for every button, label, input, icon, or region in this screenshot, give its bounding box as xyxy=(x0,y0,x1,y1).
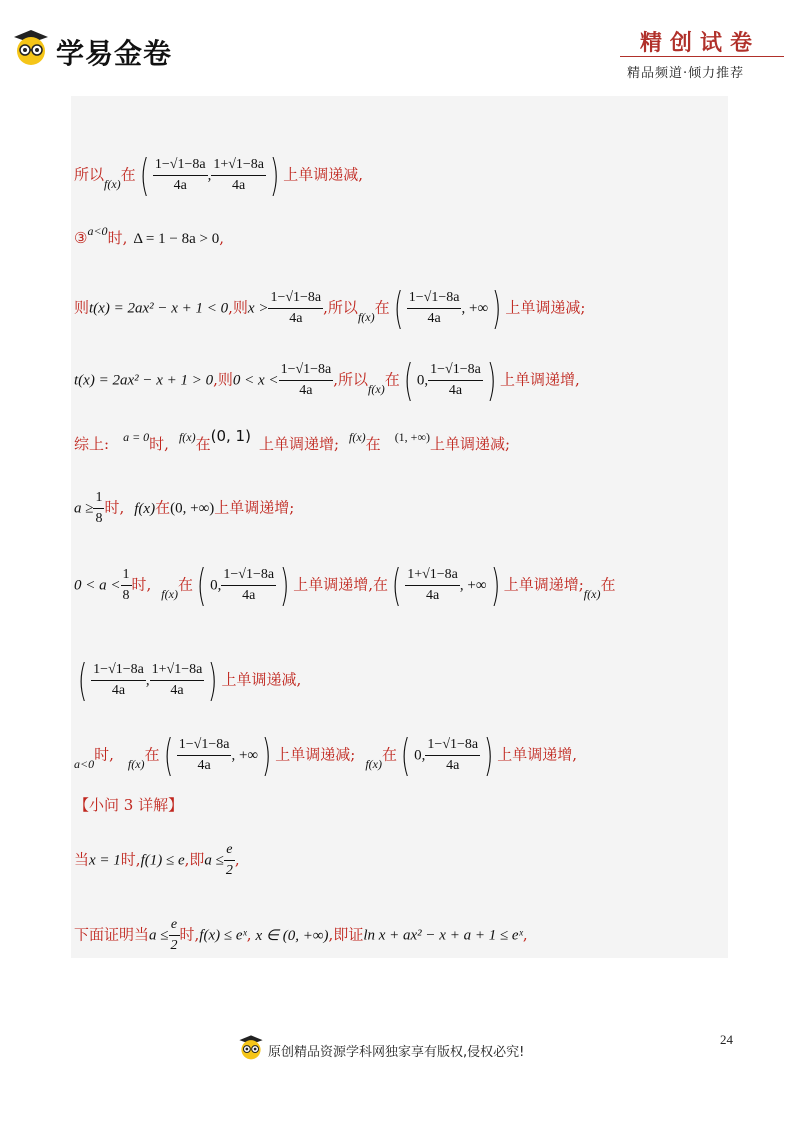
math-fx: f(x) xyxy=(349,430,366,444)
fraction: $\frac{1+√1-8a}{4a}$ xyxy=(407,567,458,603)
text: 则 xyxy=(74,298,90,317)
fraction: $\frac{1-√1-8a}{4a}$ xyxy=(408,290,460,326)
copyright-text: 原创精品资源学科网独家享有版权,侵权必究! xyxy=(268,1045,525,1060)
text: 时, xyxy=(131,575,152,594)
text: ,则 xyxy=(213,370,233,389)
fraction: $\frac{1-√1-8a}{4a}$ xyxy=(280,362,332,398)
text: 在 xyxy=(384,370,400,389)
text: 在 xyxy=(381,745,397,764)
math-expr: 0, xyxy=(414,747,426,764)
math-expr: ln x + ax² − x + a + 1 ≤ eˣ xyxy=(363,927,523,944)
line-11 xyxy=(74,840,240,881)
text: 在 xyxy=(365,435,381,453)
text: 上单调递减, xyxy=(283,165,363,184)
text: ,所以 xyxy=(323,298,358,317)
text: 上单调递增; xyxy=(258,435,340,453)
logo-mascot-icon xyxy=(12,28,50,66)
math-expr: Δ = 1 − 8a > 0 xyxy=(133,231,220,247)
text: 时, xyxy=(179,925,200,944)
text: 在 xyxy=(374,298,390,317)
fraction: $\frac{1-√1-8a}{4a}$ xyxy=(270,290,322,326)
text: 上单调递减, xyxy=(221,670,302,689)
line-1: 所以$_{f(x)}$在( $\frac{1-√1-8a}{4a}$ , $\frac{1+√1-8a}{4a}$ ) 上单调递减, xyxy=(74,149,363,201)
math-fx: f(x) xyxy=(357,309,375,324)
math-expr: f(x) ≤ eˣ xyxy=(199,927,247,944)
math-expr: x = 1 xyxy=(89,852,121,869)
page-number: 24 xyxy=(720,1032,733,1047)
text: ,所以 xyxy=(333,370,369,389)
logo-text: 学易金卷 xyxy=(56,37,173,70)
text: 时, xyxy=(107,229,128,247)
math-expr: 0 < x < xyxy=(232,372,279,389)
text: 下面证明当 xyxy=(74,925,150,944)
text: 在 xyxy=(195,435,211,453)
text: 当 xyxy=(74,850,90,869)
text: 上单调递增,在 xyxy=(293,575,389,594)
brand-divider xyxy=(620,56,784,57)
math-expr: x > xyxy=(247,300,269,317)
text: 上单调递增; xyxy=(214,498,295,517)
text: ③ xyxy=(74,229,88,247)
math-interval: (0, +∞) xyxy=(170,500,215,517)
fraction: $\frac{1-√1-8a}{4a}$ xyxy=(178,737,230,773)
text: 上单调递增; xyxy=(503,575,584,594)
math-expr: , +∞ xyxy=(459,577,487,594)
text: , xyxy=(522,925,528,944)
text: 时, xyxy=(94,745,114,764)
math-fx: f(x) xyxy=(161,586,178,601)
fraction: $\frac{1-√1-8a}{4a}$ xyxy=(430,362,481,398)
text: ,则 xyxy=(228,298,248,317)
math-expr: a ≤ xyxy=(204,852,224,869)
text: 时, xyxy=(104,498,125,517)
math-expr: 0, xyxy=(416,372,429,389)
math-interval: (1, +∞) xyxy=(394,430,431,444)
text: 上单调递减; xyxy=(430,435,511,453)
fraction: $\frac{e}{2}$ xyxy=(170,917,178,953)
text: 上单调递增, xyxy=(497,745,578,764)
text: 上单调递减; xyxy=(505,298,586,317)
text: 上单调递增, xyxy=(500,370,580,389)
math-fx: f(x) xyxy=(583,586,601,601)
line-12 xyxy=(74,915,528,956)
text: 在 xyxy=(155,498,171,517)
fraction: $\frac{1-√1-8a}{4a}$ xyxy=(223,567,275,603)
fraction: $\frac{1}{8}$ xyxy=(95,490,103,526)
text: 时, xyxy=(120,850,141,869)
text: 所以 xyxy=(74,165,105,184)
text: ,即证 xyxy=(328,925,364,944)
line-6 xyxy=(74,488,294,529)
math-cond: a = 0 xyxy=(123,430,150,444)
brand-title: 精创试卷 xyxy=(640,31,761,56)
line-2 xyxy=(74,224,224,249)
math-fx: f(x) xyxy=(365,756,382,771)
math-expr: f(1) ≤ e xyxy=(140,852,185,869)
math-expr: , +∞ xyxy=(231,747,259,764)
text: 在 xyxy=(177,575,193,594)
text: 时, xyxy=(149,435,169,453)
text: 综上: xyxy=(74,435,110,453)
math-expr: t(x) = 2ax² − x + 1 < 0 xyxy=(89,300,229,317)
math-expr: 0, xyxy=(210,577,222,594)
math-interval: (0, 1) xyxy=(210,427,251,445)
math-expr: 0 < a < xyxy=(74,577,121,594)
math-cond: a<0 xyxy=(87,224,108,238)
line-9: $_{a<0}$时, $_{f(x)}$在( $\frac{1-√1-8a}{4a}$ , +∞) 上单调递减; $_{f(x)}$在( 0, $\frac{1-√1-8a}{4a}$ ) 上单调递增, xyxy=(74,729,578,781)
math-fx: f(x) xyxy=(178,430,196,444)
math-expr: a ≥ xyxy=(74,500,94,517)
math-expr: t(x) = 2ax² − x + 1 > 0 xyxy=(74,372,214,389)
math-cond: a<0 xyxy=(74,756,95,771)
fraction: $\frac{1+√1-8a}{4a}$ xyxy=(213,157,265,193)
line-7: 0 < a < $\frac{1}{8}$ 时, $_{f(x)}$在( 0, $\frac{1-√1-8a}{4a}$ ) 上单调递增,在( $\frac{1+√1-8a}{4a}$ , +∞) 上单调递增$;_{f(x)}$在 xyxy=(74,559,616,611)
text: 上单调递减; xyxy=(275,745,356,764)
math-expr: , +∞ xyxy=(461,300,489,317)
text: 在 xyxy=(120,165,136,184)
fraction: $\frac{1-√1-8a}{4a}$ xyxy=(93,662,144,698)
math-expr: x ∈ (0, +∞) xyxy=(255,927,329,944)
line-5 xyxy=(74,427,511,455)
text: , xyxy=(246,925,252,944)
math-fx: f(x) xyxy=(368,381,385,396)
math-expr: a ≤ xyxy=(149,927,169,944)
text: ,即 xyxy=(184,850,205,869)
text: 在 xyxy=(144,745,160,764)
fraction: $\frac{e}{2}$ xyxy=(225,842,233,878)
fraction: $\frac{1}{8}$ xyxy=(122,567,130,603)
math-fx: f(x) xyxy=(134,500,156,517)
line-8: ( $\frac{1-√1-8a}{4a}$ , $\frac{1+√1-8a}{4a}$ ) 上单调递减, xyxy=(77,654,302,706)
text: 在 xyxy=(600,575,616,594)
text: , xyxy=(219,229,224,247)
brand-subtitle: 精品频道·倾力推荐 xyxy=(627,66,745,81)
math-fx: f(x) xyxy=(104,176,121,191)
fraction: $\frac{1-√1-8a}{4a}$ xyxy=(427,737,479,773)
fraction: $\frac{1+√1-8a}{4a}$ xyxy=(151,662,203,698)
line-4: t(x) = 2ax² − x + 1 > 0,则0 < x < $\frac{1-√1-8a}{4a}$ ,所以$_{f(x)}$在( 0, $\frac{1-√1-8a}{4a}$ ) 上单调递增, xyxy=(74,354,580,406)
text: , xyxy=(234,850,240,869)
header xyxy=(0,0,800,90)
line-3: 则t(x) = 2ax² − x + 1 < 0,则x > $\frac{1-√1-8a}{4a}$ ,所以$_{f(x)}$在( $\frac{1-√1-8a}{4a}$ , +∞) 上单调递减; xyxy=(74,282,586,334)
math-fx: f(x) xyxy=(127,756,145,771)
fraction: $\frac{1-√1-8a}{4a}$ xyxy=(154,157,206,193)
footer-mascot-icon xyxy=(238,1034,264,1060)
footer xyxy=(238,1034,578,1060)
section-heading: 【小问 3 详解】 xyxy=(74,796,184,814)
